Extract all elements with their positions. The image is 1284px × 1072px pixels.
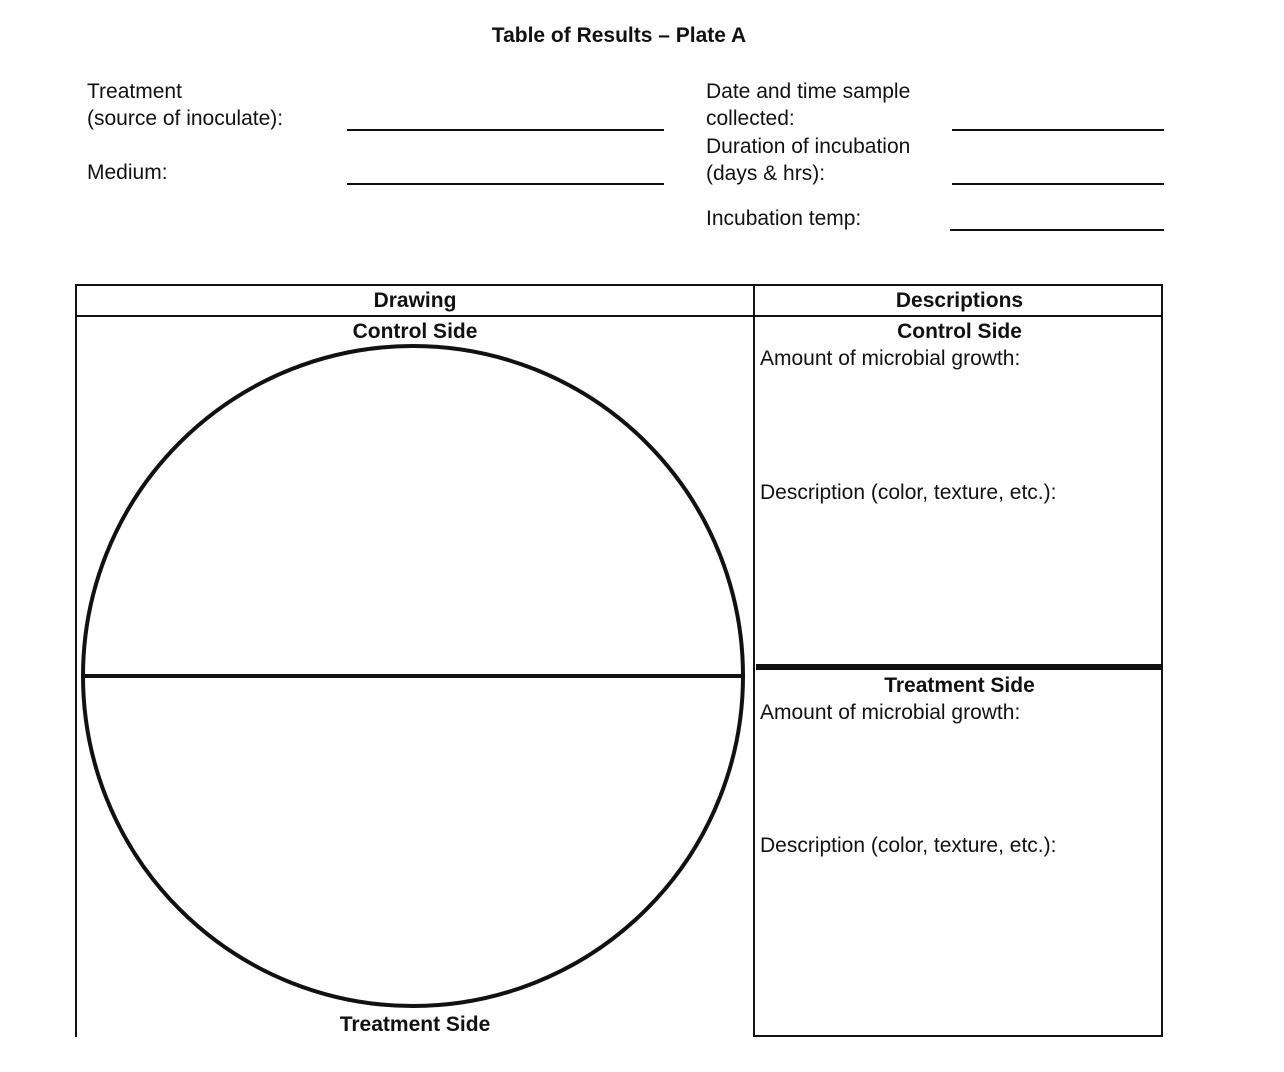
control-side-heading: Control Side [897, 320, 1022, 343]
date-label-line2: collected: [706, 107, 795, 130]
descriptions-header: Descriptions [895, 289, 1024, 312]
treatment-field-line[interactable] [347, 129, 664, 131]
treatment-label [87, 78, 283, 132]
treatment-description-label: Description (color, texture, etc.): [760, 834, 1057, 857]
duration-label [706, 133, 910, 187]
drawing-header: Drawing [373, 289, 457, 312]
duration-label-line1: Duration of incubation [706, 135, 911, 158]
drawing-treatment-side-label [77, 1012, 753, 1038]
date-label-line1: Date and time sample [706, 80, 911, 103]
control-treatment-divider [756, 664, 1163, 670]
temp-label: Incubation temp: [706, 207, 862, 230]
page-title: Table of Results – Plate A [491, 24, 747, 47]
table-header-divider [75, 315, 1163, 317]
duration-field-line[interactable] [952, 183, 1164, 185]
drawing-treatment-side-text: Treatment Side [339, 1013, 491, 1036]
treatment-label-line1: Treatment [87, 80, 182, 103]
table-column-divider [753, 284, 755, 1037]
temp-field-line[interactable] [950, 229, 1164, 231]
control-amount-label: Amount of microbial growth: [760, 347, 1021, 370]
date-label [706, 78, 910, 132]
drawing-control-side-label: Control Side [352, 320, 478, 343]
treatment-side-heading: Treatment Side [884, 674, 1035, 697]
date-field-line[interactable] [952, 129, 1164, 131]
medium-field-line[interactable] [347, 183, 664, 185]
duration-label-line2: (days & hrs): [706, 162, 826, 185]
petri-plate-drawing[interactable] [77, 343, 745, 1011]
control-description-label: Description (color, texture, etc.): [760, 481, 1057, 504]
medium-label: Medium: [87, 161, 168, 184]
treatment-label-line2: (source of inoculate): [87, 107, 284, 130]
treatment-amount-label: Amount of microbial growth: [760, 701, 1021, 724]
